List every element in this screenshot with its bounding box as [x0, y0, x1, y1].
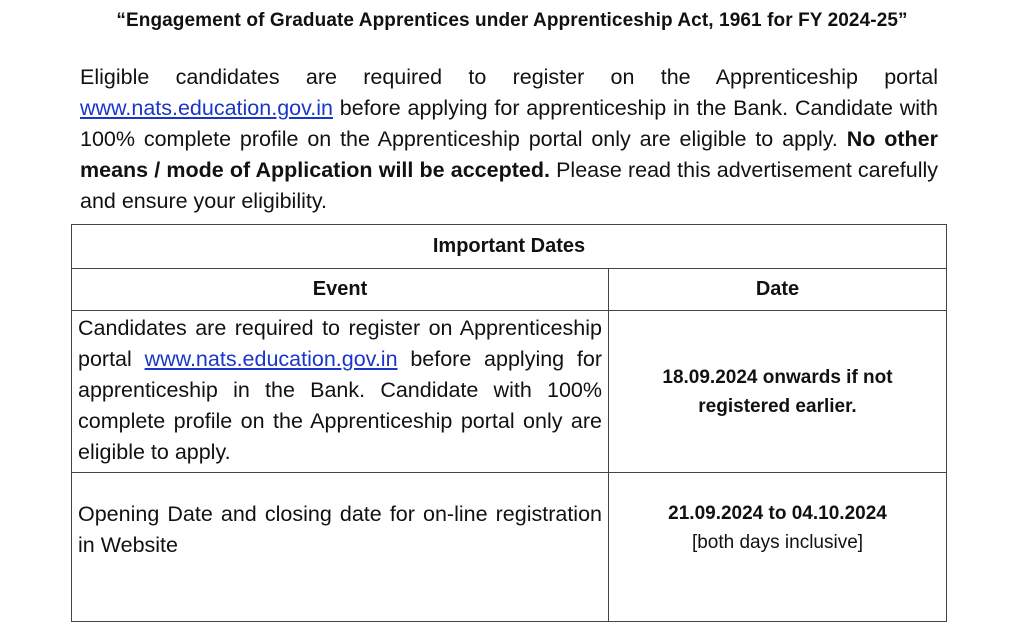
date-value: 21.09.2024 to 04.10.2024	[668, 503, 887, 524]
event-cell	[72, 473, 609, 622]
document-title: “Engagement of Graduate Apprentices under Apprenticeship Act, 1961 for FY 2024-25”	[116, 10, 908, 31]
date-cell	[609, 311, 947, 473]
event-text: before applying for apprenticeship in the Bank. Candidate with 100% complete profile on the Apprenticeship portal only are eligible to apply.	[78, 347, 602, 464]
event-text: Candidates are required to register on Apprenticeship portal	[78, 316, 602, 371]
table-caption: Important Dates	[72, 225, 947, 269]
event-text: Opening Date and closing date for on-line registration in Website	[78, 502, 602, 557]
intro-text-2: before applying for apprenticeship in the Bank. Candidate with 100% complete profile on the Apprenticeship portal only are eligible to apply.	[80, 96, 938, 151]
date-note: [both days inclusive]	[691, 532, 864, 553]
date-cell	[609, 473, 947, 622]
intro-bold-notice: No other means / mode of Application will be accepted.	[80, 127, 939, 182]
nats-portal-link[interactable]: www.nats.education.gov.in	[80, 96, 333, 120]
intro-text-1: Eligible candidates are required to register on the Apprenticeship portal	[80, 65, 938, 89]
intro-paragraph	[80, 62, 938, 217]
date-value: 18.09.2024 onwards if not registered earlier.	[662, 366, 893, 417]
nats-portal-link[interactable]: www.nats.education.gov.in	[144, 347, 398, 371]
event-cell	[72, 311, 609, 473]
column-header-date: Date	[609, 269, 947, 311]
table-row	[72, 473, 947, 622]
column-header-event: Event	[72, 269, 609, 311]
important-dates-table	[71, 224, 947, 622]
intro-text-3: Please read this advertisement carefully and ensure your eligibility.	[80, 158, 938, 213]
table-row	[72, 311, 947, 473]
